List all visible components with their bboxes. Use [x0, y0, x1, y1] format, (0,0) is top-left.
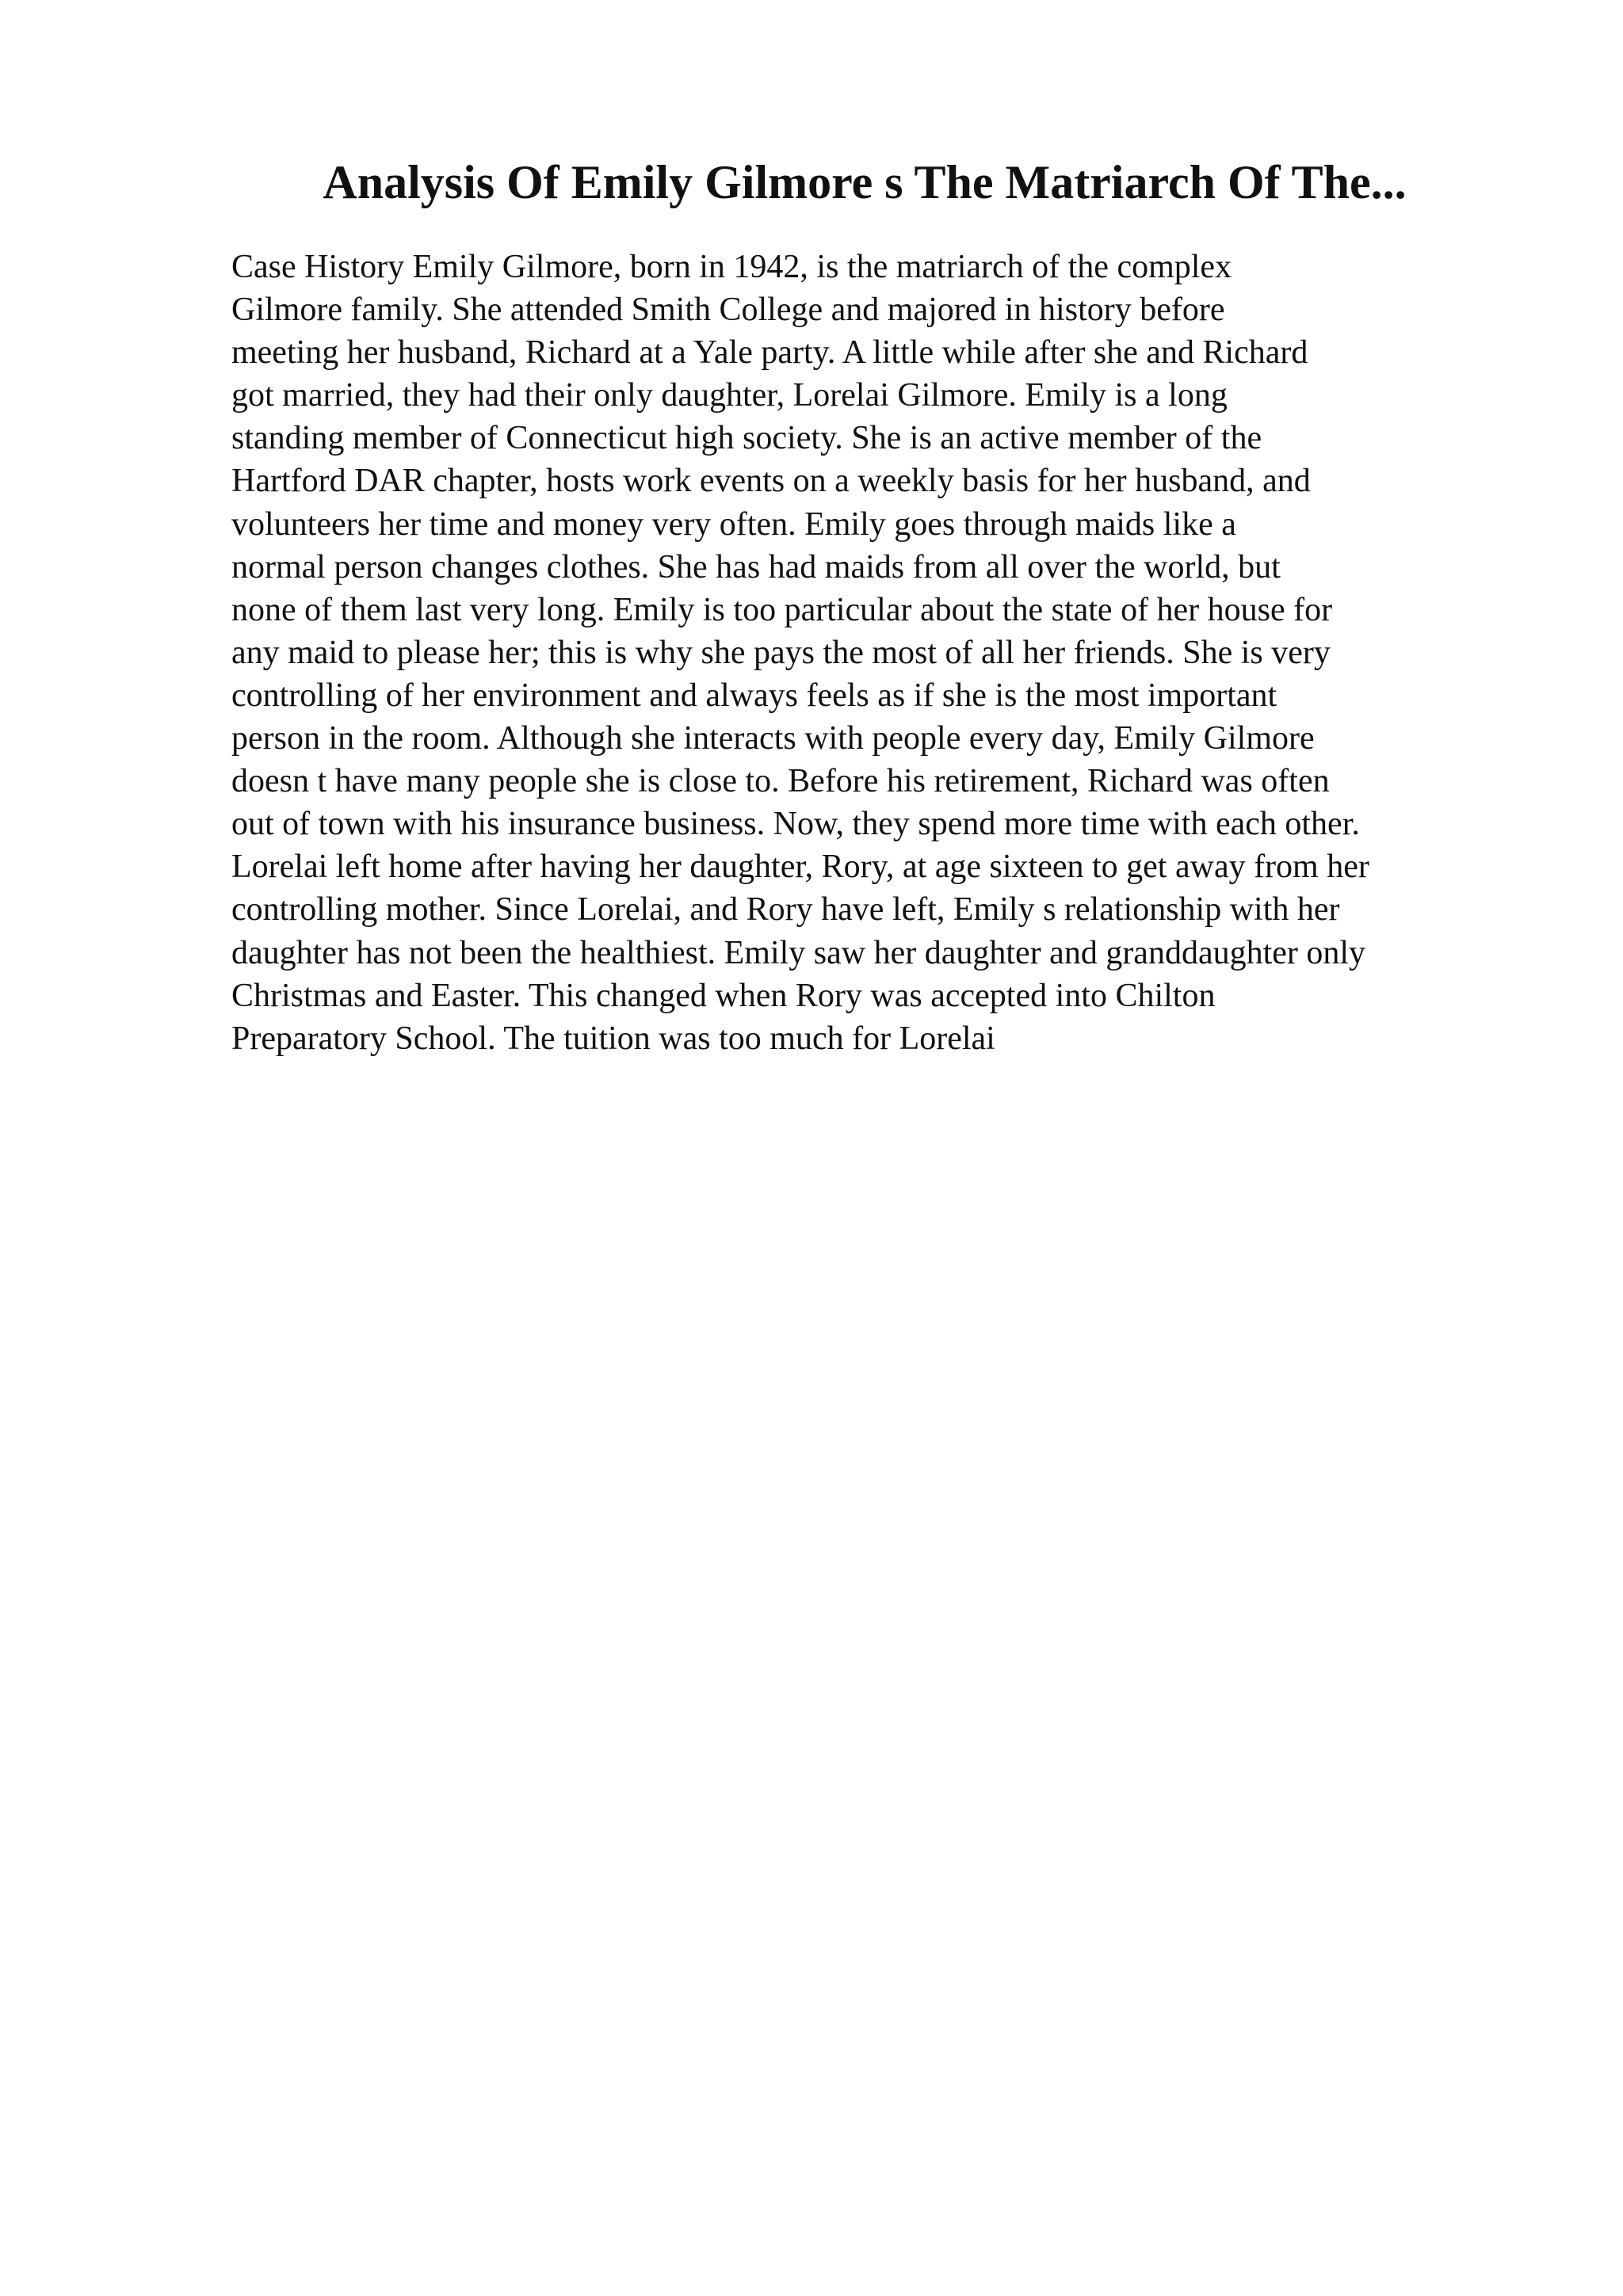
body-line: daughter has not been the healthiest. Emily saw her daughter and granddaughter only: [231, 934, 1366, 971]
body-line: Case History Emily Gilmore, born in 1942, is the matriarch of the complex: [231, 249, 1232, 285]
body-line: Preparatory School. The tuition was too much for Lorelai: [231, 1020, 995, 1057]
body-line: Lorelai left home after having her daughter, Rory, at age sixteen to get away from her: [231, 849, 1369, 886]
body-line: Christmas and Easter. This changed when Rory was accepted into Chilton: [231, 977, 1216, 1014]
body-line: out of town with his insurance business. Now, they spend more time with each other.: [231, 806, 1360, 843]
body-line: none of them last very long. Emily is too particular about the state of her house for: [231, 591, 1333, 628]
body-line: doesn t have many people she is close to. Before his retirement, Richard was often: [231, 763, 1330, 800]
document-title: Analysis Of Emily Gilmore s The Matriarch Of The...: [323, 156, 1407, 208]
body-line: standing member of Connecticut high society. She is an active member of the: [231, 420, 1262, 457]
body-line: volunteers her time and money very often. Emily goes through maids like a: [231, 505, 1236, 543]
body-line: controlling mother. Since Lorelai, and Rory have left, Emily s relationship with her: [231, 891, 1340, 929]
body-line: controlling of her environment and always feels as if she is the most important: [231, 677, 1277, 714]
body-line: any maid to please her; this is why she pays the most of all her friends. She is very: [231, 634, 1331, 671]
body-line: Hartford DAR chapter, hosts work events on a weekly basis for her husband, and: [231, 463, 1311, 500]
body-line: Gilmore family. She attended Smith College and majored in history before: [231, 292, 1225, 329]
document-body: [231, 246, 1594, 1060]
body-line: person in the room. Although she interacts with people every day, Emily Gilmore: [231, 720, 1315, 757]
body-line: meeting her husband, Richard at a Yale party. A little while after she and Richard: [231, 334, 1308, 372]
body-line: normal person changes clothes. She has had maids from all over the world, but: [231, 548, 1281, 585]
body-line: got married, they had their only daughter, Lorelai Gilmore. Emily is a long: [231, 377, 1228, 414]
